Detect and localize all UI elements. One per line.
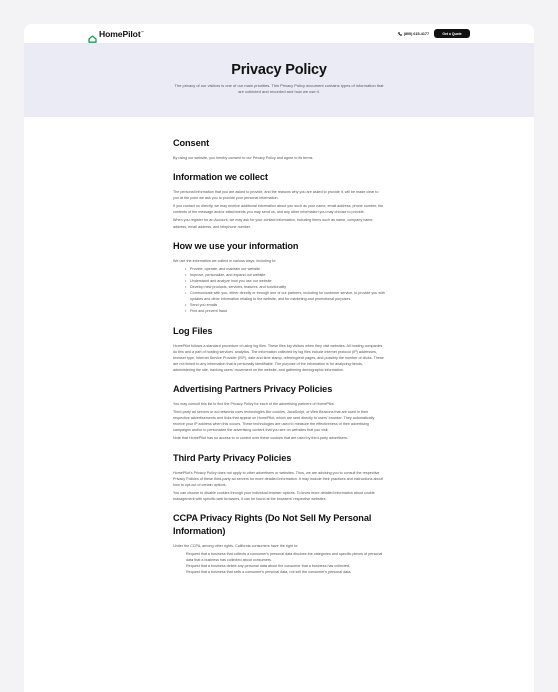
log-files-text: HomePilot follows a standard procedure of using log files. These files log visitors when they visit websites. All hosting companies do this and a part of hosting services' analytics. The information collected by log files include internet protocol (IP) addresses, browser type, Internet Service Provider (ISP), date and time stamp, referring/exit pages, and possibly the number of clicks. These are not linked to any information that is personally identifiable. The purpose of the information is for analyzing trends, administering the site, tracking users' movement on the website, and gathering demographic information. xyxy=(173,343,384,372)
ad-partners-text-1: You may consult this list to find the Privacy Policy for each of the advertising partners of HomePilot. xyxy=(173,401,335,406)
third-party-text-1: HomePilot's Privacy Policy does not apply to other advertisers or websites. Thus, we are advising you to consult the respective Privacy Policies of these third-party ad servers for more detailed information. It may include their practices and instructions about how to opt-out of certain options. xyxy=(173,470,383,487)
page-card xyxy=(24,24,534,692)
phone-link[interactable] xyxy=(398,32,429,36)
house-icon xyxy=(88,30,97,38)
logo-text: HomePilot™ xyxy=(99,28,144,39)
how-use-list xyxy=(173,266,385,315)
how-use-heading: How we use your information xyxy=(173,240,299,251)
ad-partners-text-3: Note that HomePilot has no access to or control over these cookies that are used by third-party advertisers. xyxy=(173,436,349,441)
consent-text: By using our website, you hereby consent to our Privacy Policy and agree to its terms. xyxy=(173,156,314,160)
list-item: • Provide, operate, and maintain our website xyxy=(190,266,385,272)
third-party-heading: Third Party Privacy Policies xyxy=(173,452,292,463)
consent-heading: Consent xyxy=(173,138,210,148)
phone-icon xyxy=(398,32,402,36)
list-item: • Communicate with you, either directly or through one of our partners, including for customer service, to provide you with updates and other information relating to the website, and for marketing and promotional purposes xyxy=(190,290,385,302)
info-collect-heading: Information we collect xyxy=(173,172,268,183)
hero-banner xyxy=(24,43,534,117)
list-item: Request that a business delete any personal data about the consumer that a business has collected. xyxy=(186,564,350,569)
info-collect-text-1: The personal information that you are asked to provide, and the reasons why you are asked to provide it, will be made clear to you at the point we ask you to provide your personal information. xyxy=(173,190,379,201)
ad-partners-text-2: Third-party ad servers or ad networks uses technologies like cookies, JavaScript, or Web Beacons that are used in their respective advertisements and links that appear on HomePilot, which are sent directly to users' browser. They automatically receive your IP address when this occurs. These technologies are used to measure the effectiveness of their advertising campaigns and/or to personalize the advertising content that you see on websites that you visit. xyxy=(173,410,375,433)
list-item: • Develop new products, services, features, and functionality xyxy=(190,284,385,290)
info-collect-text-3: When you register for an Account, we may ask for your contact information, including items such as name, company name, address, email address, and telephone number. xyxy=(173,218,374,229)
page-subtitle: The privacy of our visitors is one of our main priorities. This Privacy Policy document contains types of information that are collected and recorded and how we use it. xyxy=(174,83,384,94)
log-files-heading: Log Files xyxy=(173,325,213,336)
info-collect-text-2: If you contact us directly, we may receive additional information about you such as your name, email address, phone number, the contents of the message and/or attachments you may send us, and any other information you may choose to provide. xyxy=(173,204,384,215)
logo[interactable] xyxy=(88,29,144,39)
how-use-intro: We use the information we collect in various ways, including to: xyxy=(173,258,277,263)
header-actions xyxy=(398,29,470,38)
ad-partners-heading: Advertising Partners Privacy Policies xyxy=(173,383,333,394)
site-header xyxy=(24,24,534,43)
ccpa-intro: Under the CCPA, among other rights, California consumers have the right to: xyxy=(173,544,299,548)
list-item: • Improve, personalize, and expand our website xyxy=(190,272,385,278)
policy-content xyxy=(173,117,385,575)
list-item: • Send you emails xyxy=(190,302,385,308)
list-item: • Find and prevent fraud xyxy=(190,308,385,314)
list-item: Request that a business that sells a consumer's personal data, not sell the consumer's personal data. xyxy=(186,570,352,575)
list-item: • Understand and analyze how you use our website xyxy=(190,278,385,284)
ccpa-heading: CCPA Privacy Rights (Do Not Sell My Personal Information) xyxy=(173,513,372,536)
phone-number: (800) 615-4177 xyxy=(403,31,429,36)
page-title: Privacy Policy xyxy=(231,62,327,78)
third-party-text-2: You can choose to disable cookies through your individual browser options. To know more detailed information about cookie management with specific web browsers, it can be found at the browsers' respective websites. xyxy=(173,490,375,501)
ccpa-list xyxy=(173,551,385,575)
list-item: Request that a business that collects a consumer's personal data disclose the categories and specific pieces of personal data that a business has collected about consumers. xyxy=(186,552,383,563)
get-quote-button[interactable]: Get a Quote xyxy=(434,29,470,38)
